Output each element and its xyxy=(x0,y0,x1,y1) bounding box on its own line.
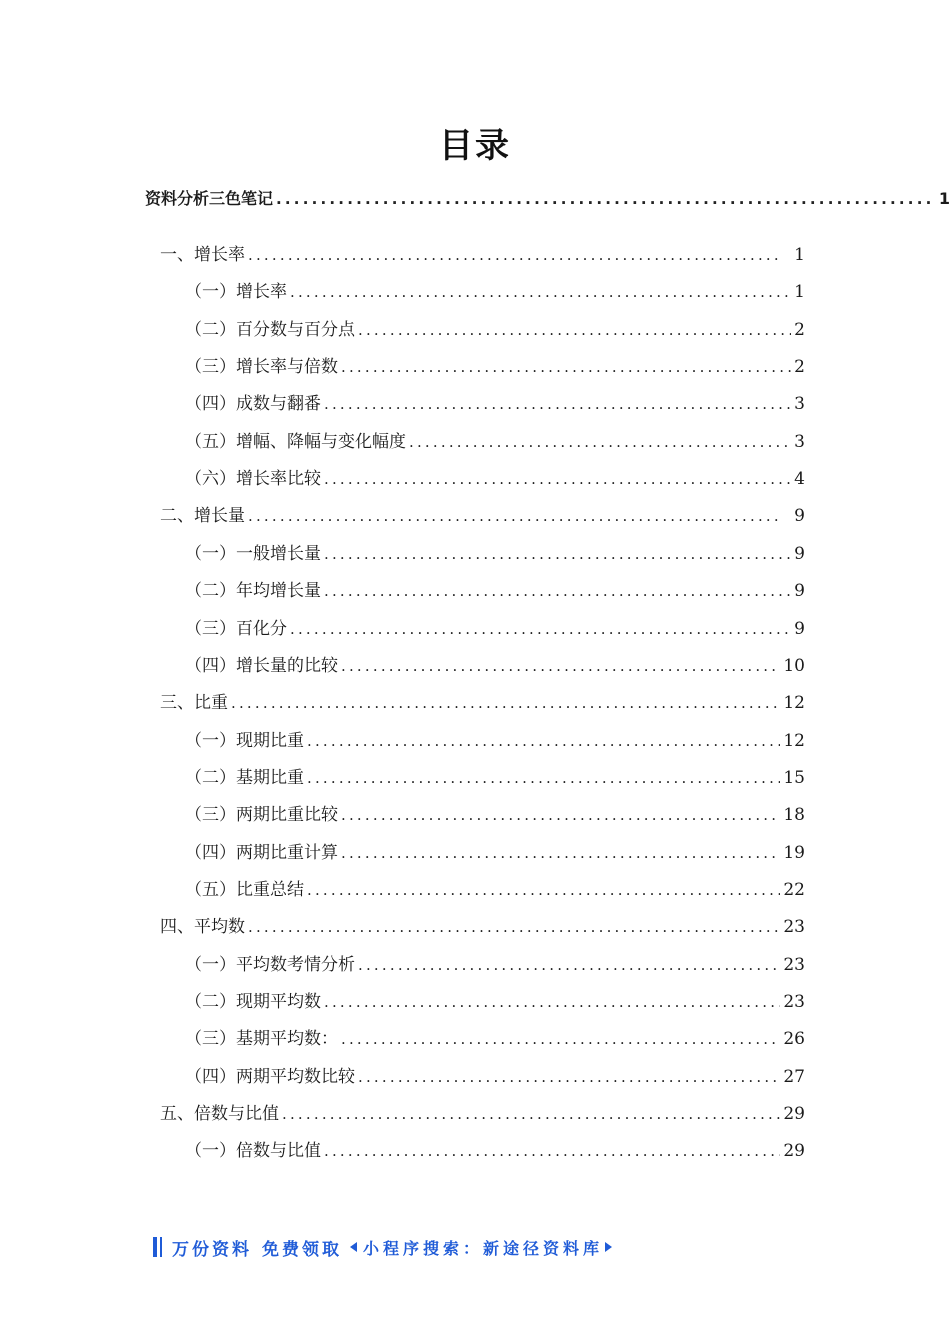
toc-subsection-entry[interactable] xyxy=(185,838,805,864)
toc-section-entry[interactable] xyxy=(160,688,805,714)
toc-subsection-entry[interactable] xyxy=(185,352,805,378)
toc-leader-dots xyxy=(324,1142,780,1160)
toc-entry-page: 22 xyxy=(783,880,805,900)
toc-leader-dots xyxy=(409,433,791,451)
footer-text-2: 免费领取 xyxy=(262,1239,342,1260)
toc-entry-label: （四）成数与翻番 xyxy=(185,394,321,414)
toc-subsection-entry[interactable] xyxy=(185,389,805,415)
toc-entry-label: （三）增长率与倍数 xyxy=(185,357,338,377)
triangle-right-icon xyxy=(605,1242,612,1252)
toc-leader-dots xyxy=(231,694,780,712)
toc-main-page: 1 xyxy=(938,189,950,208)
toc-entry-page: 2 xyxy=(794,320,805,340)
toc-entry-page: 2 xyxy=(794,357,805,377)
toc-entry-label: 一、增长率 xyxy=(160,245,245,265)
toc-entry-label: （一）现期比重 xyxy=(185,731,304,751)
toc-subsection-entry[interactable] xyxy=(185,651,805,677)
footer-text-1: 万份资料 xyxy=(172,1239,252,1260)
toc-entry-page: 27 xyxy=(783,1067,805,1087)
toc-entry-page: 23 xyxy=(783,955,805,975)
toc-subsection-entry[interactable] xyxy=(185,277,805,303)
toc-subsection-entry[interactable] xyxy=(185,987,805,1013)
toc-entry-label: （二）现期平均数 xyxy=(185,992,321,1012)
toc-entry-label: （四）增长量的比较 xyxy=(185,656,338,676)
toc-leader-dots xyxy=(290,620,791,638)
toc-entry-page: 29 xyxy=(783,1141,805,1161)
toc-entry-label: （三）两期比重比较 xyxy=(185,805,338,825)
toc-subsection-entry[interactable] xyxy=(185,1136,805,1162)
toc-section-entry[interactable] xyxy=(160,240,805,266)
toc-entry-page: 4 xyxy=(794,469,805,489)
toc-subsection-entry[interactable] xyxy=(185,726,805,752)
toc-leader-dots xyxy=(341,358,791,376)
toc-leader-dots xyxy=(324,545,791,563)
toc-entry-page: 1 xyxy=(794,282,805,302)
toc-entry-label: （一）增长率 xyxy=(185,282,287,302)
toc-entry-label: （四）两期比重计算 xyxy=(185,843,338,863)
toc-entry-page: 3 xyxy=(794,432,805,452)
toc-subsection-entry[interactable] xyxy=(185,875,805,901)
toc-entry-label: 三、比重 xyxy=(160,693,228,713)
toc-subsection-entry[interactable] xyxy=(185,539,805,565)
toc-leader-dots xyxy=(307,881,780,899)
toc-leader-dots xyxy=(341,1030,780,1048)
toc-entry-page: 9 xyxy=(794,506,805,526)
toc-leader-dots xyxy=(248,507,782,525)
toc-entry-label: （四）两期平均数比较 xyxy=(185,1067,355,1087)
toc-leader-dots xyxy=(358,321,791,339)
toc-leader-dots xyxy=(248,918,780,936)
toc-entry-page: 9 xyxy=(794,619,805,639)
toc-entry-page: 18 xyxy=(783,805,805,825)
toc-leader-dots xyxy=(307,732,780,750)
toc-entry-page: 10 xyxy=(783,656,805,676)
bar-icon xyxy=(153,1237,157,1257)
toc-subsection-entry[interactable] xyxy=(185,464,805,490)
toc-subsection-entry[interactable] xyxy=(185,950,805,976)
toc-leader-dots xyxy=(324,582,791,600)
toc-entry-page: 19 xyxy=(783,843,805,863)
toc-entry-label: （六）增长率比较 xyxy=(185,469,321,489)
toc-entry-page: 29 xyxy=(783,1104,805,1124)
toc-entry-label: 二、增长量 xyxy=(160,506,245,526)
toc-subsection-entry[interactable] xyxy=(185,800,805,826)
toc-entry-label: （二）基期比重 xyxy=(185,768,304,788)
bar-icon xyxy=(160,1237,162,1257)
toc-entry-label: （一）一般增长量 xyxy=(185,544,321,564)
toc-entry-page: 15 xyxy=(783,768,805,788)
toc-entry-page: 12 xyxy=(783,731,805,751)
toc-leader-dots xyxy=(358,1068,780,1086)
toc-subsection-entry[interactable] xyxy=(185,614,805,640)
toc-entry-label: 五、倍数与比值 xyxy=(160,1104,279,1124)
page-title: 目录 xyxy=(439,126,511,166)
toc-subsection-entry[interactable] xyxy=(185,1024,805,1050)
toc-main-entry[interactable] xyxy=(145,186,950,212)
toc-entry-label: （五）比重总结 xyxy=(185,880,304,900)
toc-leader-dots xyxy=(341,844,780,862)
toc-entry-page: 1 xyxy=(794,245,805,265)
toc-subsection-entry[interactable] xyxy=(185,576,805,602)
toc-leader-dots xyxy=(341,806,780,824)
toc-section-entry[interactable] xyxy=(160,501,805,527)
toc-entry-label: （二）年均增长量 xyxy=(185,581,321,601)
toc-leader-dots xyxy=(282,1105,780,1123)
toc-entry-label: （五）增幅、降幅与变化幅度 xyxy=(185,432,406,452)
toc-entry-label: 四、平均数 xyxy=(160,917,245,937)
toc-leader-dots xyxy=(324,395,791,413)
toc-entry-label: （二）百分数与百分点 xyxy=(185,320,355,340)
footer-banner xyxy=(153,1234,612,1260)
triangle-left-icon xyxy=(350,1242,357,1252)
toc-entry-page: 9 xyxy=(794,544,805,564)
toc-entry-page: 23 xyxy=(783,917,805,937)
toc-leader-dots xyxy=(307,769,780,787)
toc-subsection-entry[interactable] xyxy=(185,315,805,341)
toc-subsection-entry[interactable] xyxy=(185,763,805,789)
toc-entry-page: 9 xyxy=(794,581,805,601)
toc-subsection-entry[interactable] xyxy=(185,427,805,453)
toc-entry-label: （三）基期平均数： xyxy=(185,1029,338,1049)
toc-entry-label: （一）平均数考情分析 xyxy=(185,955,355,975)
toc-entry-page: 23 xyxy=(783,992,805,1012)
toc-leader-dots xyxy=(341,657,780,675)
footer-text-3: 小程序搜索：新途径资料库 xyxy=(363,1238,604,1258)
toc-leader-dots xyxy=(290,283,791,301)
toc-leader-dots xyxy=(276,190,936,208)
toc-leader-dots xyxy=(324,470,791,488)
toc-entry-page: 12 xyxy=(783,693,805,713)
toc-section-entry[interactable] xyxy=(160,1099,805,1125)
toc-entry-page: 3 xyxy=(794,394,805,414)
toc-entry-label: （三）百化分 xyxy=(185,619,287,639)
toc-subsection-entry[interactable] xyxy=(185,1062,805,1088)
toc-section-entry[interactable] xyxy=(160,912,805,938)
toc-main-label: 资料分析三色笔记 xyxy=(145,189,274,208)
toc-leader-dots xyxy=(358,956,780,974)
toc-leader-dots xyxy=(324,993,780,1011)
toc-entry-label: （一）倍数与比值 xyxy=(185,1141,321,1161)
toc-entry-page: 26 xyxy=(783,1029,805,1049)
toc-leader-dots xyxy=(248,246,782,264)
